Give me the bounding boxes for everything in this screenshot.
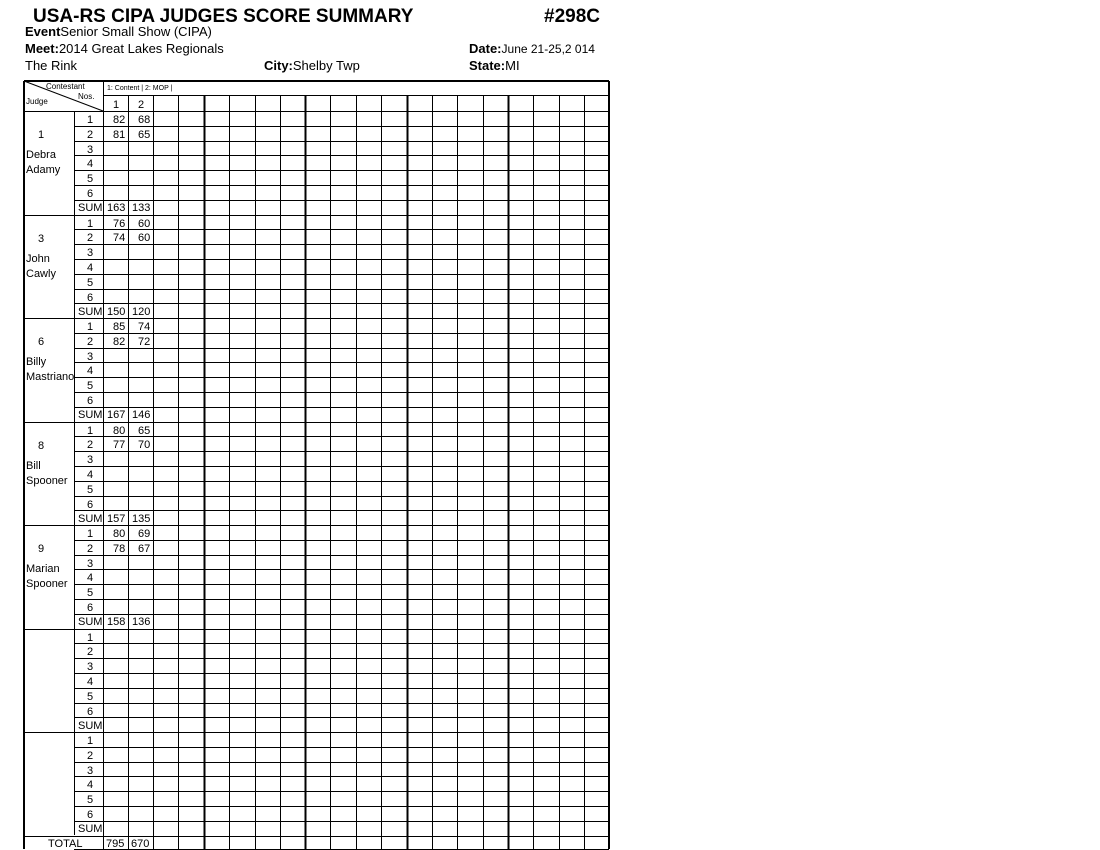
score-cell: 80 xyxy=(113,528,126,540)
score-cell: 77 xyxy=(113,439,126,452)
score-cell: 60 xyxy=(138,232,151,245)
score-legend: 1: Content | 2: MOP | xyxy=(107,85,173,92)
sum-cell: 150 xyxy=(107,305,126,318)
contestant-row-number: 1 xyxy=(87,217,94,230)
contestant-row-number: 4 xyxy=(87,779,94,792)
contestant-row-number: 1 xyxy=(87,528,94,540)
sum-cell: 157 xyxy=(107,512,126,525)
judge-last-name: Spooner xyxy=(26,474,68,487)
contestant-row-number: 4 xyxy=(87,572,94,585)
contestant-row-number: 1 xyxy=(87,114,94,126)
meet-label: Meet: xyxy=(25,41,59,56)
contestant-row-number: 3 xyxy=(87,764,94,777)
score-cell: 68 xyxy=(138,114,151,126)
score-cell: 74 xyxy=(113,232,126,245)
city-label: City: xyxy=(264,58,293,73)
score-cell: 60 xyxy=(138,217,151,230)
judge-first-name: Billy xyxy=(26,356,47,368)
judge-first-name: Bill xyxy=(26,459,41,472)
contestant-row-number: 6 xyxy=(87,291,94,304)
score-cell: 81 xyxy=(113,128,126,141)
judge-last-name: Adamy xyxy=(26,164,61,176)
contestant-row-number: 6 xyxy=(87,395,94,407)
score-cell: 74 xyxy=(138,321,151,333)
event-value: Senior Small Show (CIPA) xyxy=(60,24,212,39)
event-label: Event xyxy=(25,24,61,39)
meet-value: 2014 Great Lakes Regionals xyxy=(58,41,224,56)
contestant-row-number: 6 xyxy=(87,602,94,614)
header-contestant: Contestant xyxy=(46,82,85,91)
contestant-row-number: 4 xyxy=(87,158,94,171)
city-value: Shelby Twp xyxy=(292,58,360,73)
contestant-row-number: 6 xyxy=(87,705,94,718)
state-label: State: xyxy=(469,58,506,73)
judge-first-name: Marian xyxy=(26,563,60,575)
judge-last-name: Cawly xyxy=(26,267,56,280)
contestant-row-number: 1 xyxy=(87,321,94,333)
sum-label: SUM xyxy=(78,512,103,525)
sum-cell: 158 xyxy=(107,616,126,628)
contestant-row-number: 6 xyxy=(87,809,94,821)
date-label: Date: xyxy=(469,41,502,56)
header-nos: Nos. xyxy=(78,92,95,101)
col-number-1: 1 xyxy=(113,99,120,111)
judge-number: 9 xyxy=(38,543,45,555)
sum-label: SUM xyxy=(78,305,103,318)
state-value: MI xyxy=(505,58,520,73)
score-cell: 82 xyxy=(113,114,126,126)
contestant-row-number: 2 xyxy=(87,646,94,659)
sum-cell: 163 xyxy=(107,202,126,214)
contestant-row-number: 2 xyxy=(87,749,94,762)
contestant-row-number: 4 xyxy=(87,675,94,688)
judge-number: 1 xyxy=(38,129,45,141)
judge-last-name: Mastriano xyxy=(26,371,75,383)
sum-label: SUM xyxy=(78,616,103,628)
total-label: TOTAL xyxy=(48,838,83,850)
score-cell: 80 xyxy=(113,424,126,437)
sum-cell: 133 xyxy=(132,202,151,214)
contestant-row-number: 5 xyxy=(87,173,94,186)
contestant-row-number: 4 xyxy=(87,365,94,378)
sum-cell: 120 xyxy=(132,305,151,318)
score-cell: 72 xyxy=(138,335,151,348)
score-cell: 82 xyxy=(113,335,126,348)
page-title: USA-RS CIPA JUDGES SCORE SUMMARY xyxy=(33,6,414,27)
contestant-row-number: 2 xyxy=(87,232,94,245)
score-cell: 78 xyxy=(113,542,126,555)
score-cell: 65 xyxy=(138,128,151,141)
total-value-2: 670 xyxy=(131,838,150,850)
form-number: #298C xyxy=(544,6,600,27)
contestant-row-number: 6 xyxy=(87,188,94,200)
col-number-2: 2 xyxy=(138,99,145,111)
sum-label: SUM xyxy=(78,409,103,421)
contestant-row-number: 2 xyxy=(87,542,94,555)
sum-label: SUM xyxy=(78,719,103,732)
contestant-row-number: 1 xyxy=(87,631,94,644)
sum-cell: 136 xyxy=(132,616,151,628)
contestant-row-number: 4 xyxy=(87,261,94,274)
contestant-row-number: 5 xyxy=(87,276,94,289)
contestant-row-number: 5 xyxy=(87,794,94,807)
judge-number: 8 xyxy=(38,439,45,452)
contestant-row-number: 5 xyxy=(87,690,94,703)
judge-first-name: John xyxy=(26,252,50,265)
contestant-row-number: 3 xyxy=(87,350,94,363)
contestant-row-number: 3 xyxy=(87,454,94,467)
judge-number: 3 xyxy=(38,232,45,245)
venue-name: The Rink xyxy=(25,58,78,73)
contestant-row-number: 3 xyxy=(87,661,94,674)
contestant-row-number: 3 xyxy=(87,557,94,570)
contestant-row-number: 4 xyxy=(87,468,94,481)
contestant-row-number: 1 xyxy=(87,735,94,747)
score-cell: 67 xyxy=(138,542,151,555)
sum-cell: 167 xyxy=(107,409,126,421)
header-judge: Judge xyxy=(26,97,48,106)
score-cell: 65 xyxy=(138,424,151,437)
score-cell: 85 xyxy=(113,321,126,333)
judge-first-name: Debra xyxy=(26,149,56,161)
total-value-1: 795 xyxy=(106,838,125,850)
contestant-row-number: 2 xyxy=(87,439,94,452)
contestant-row-number: 5 xyxy=(87,483,94,496)
score-cell: 69 xyxy=(138,528,151,540)
contestant-row-number: 6 xyxy=(87,498,94,511)
sum-cell: 135 xyxy=(132,512,151,525)
sum-cell: 146 xyxy=(132,409,151,421)
judge-number: 6 xyxy=(38,336,45,348)
contestant-row-number: 3 xyxy=(87,143,94,156)
sum-label: SUM xyxy=(78,202,103,214)
date-value: June 21-25,2 014 xyxy=(501,42,595,56)
score-cell: 70 xyxy=(138,439,151,452)
contestant-row-number: 2 xyxy=(87,128,94,141)
sum-label: SUM xyxy=(78,823,103,835)
contestant-row-number: 5 xyxy=(87,587,94,600)
contestant-row-number: 3 xyxy=(87,247,94,260)
contestant-row-number: 5 xyxy=(87,380,94,393)
contestant-row-number: 1 xyxy=(87,424,94,437)
judge-last-name: Spooner xyxy=(26,578,68,590)
contestant-row-number: 2 xyxy=(87,335,94,348)
score-cell: 76 xyxy=(113,217,126,230)
